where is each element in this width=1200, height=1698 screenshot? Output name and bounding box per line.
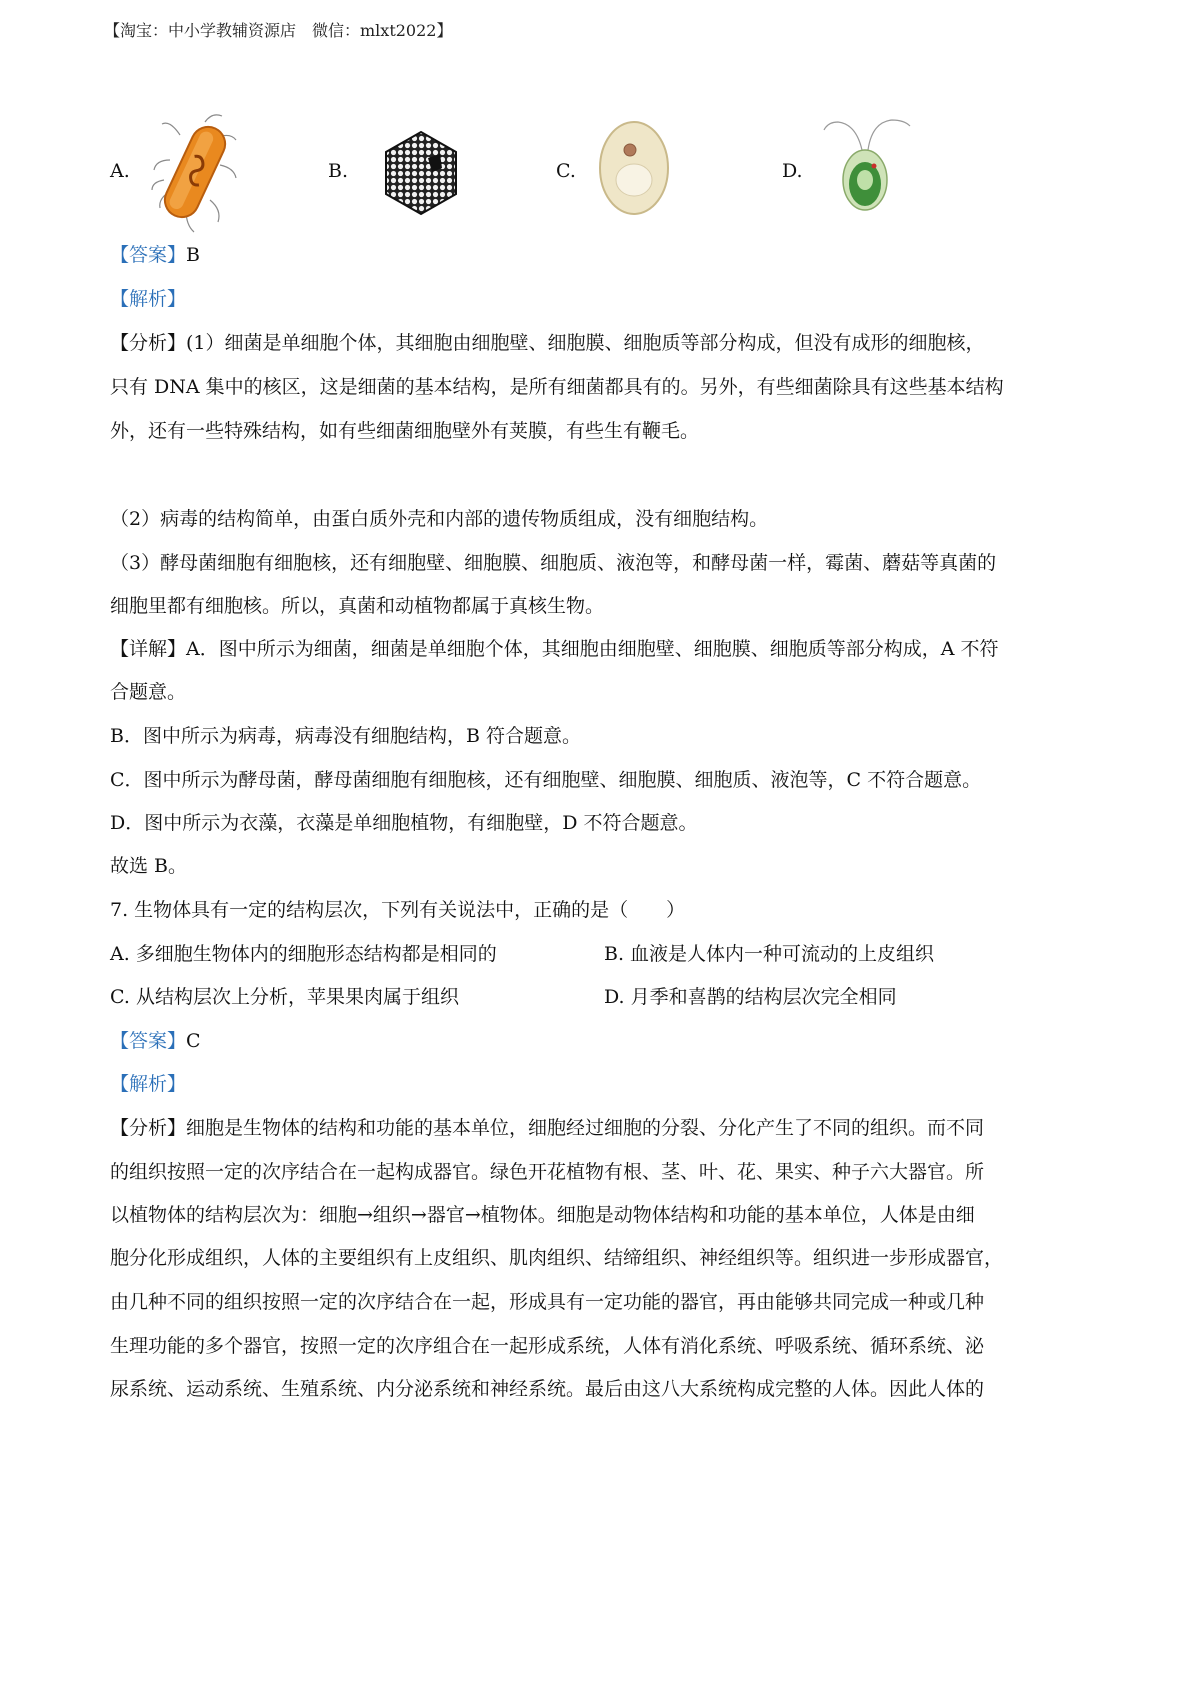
yeast-cell-icon — [594, 118, 674, 218]
q7-text-line: 生理功能的多个器官，按照一定的次序组合在一起形成系统，人体有消化系统、呼吸系统、循环系统、泌 — [110, 1335, 985, 1357]
q7-text-line: 由几种不同的组织按照一定的次序结合在一起，形成具有一定功能的器官，再由能够共同完成一种或几种 — [110, 1291, 985, 1313]
q6-option-d — [782, 108, 942, 238]
q6-text-line: 【详解】A．图中所示为细菌，细菌是单细胞个体，其细胞由细胞壁、细胞膜、细胞质等部分构成，A 不符 — [110, 638, 999, 660]
q6-text-line: C．图中所示为酵母菌，酵母菌细胞有细胞核，还有细胞壁、细胞膜、细胞质、液泡等，C 不符合题意。 — [110, 769, 982, 791]
q7-analysis-tag: 【解析】 — [110, 1073, 187, 1095]
q6-text-line: 合题意。 — [110, 681, 187, 703]
page-header-watermark: 【淘宝：中小学教辅资源店 微信：mlxt2022】 — [104, 21, 453, 40]
q6-text-line: D．图中所示为衣藻，衣藻是单细胞植物，有细胞壁，D 不符合题意。 — [110, 812, 698, 834]
virus-icon — [376, 128, 466, 218]
answer-value: B — [186, 244, 200, 266]
q7-choice-a: A. 多细胞生物体内的细胞形态结构都是相同的 — [110, 943, 497, 965]
answer-tag: 【答案】 — [110, 244, 187, 266]
q7-stem: 7. 生物体具有一定的结构层次，下列有关说法中，正确的是（ ） — [110, 899, 686, 921]
q7-text-line: 的组织按照一定的次序结合在一起构成器官。绿色开花植物有根、茎、叶、花、果实、种子六大器官。所 — [110, 1161, 985, 1183]
q6-text-line: 只有 DNA 集中的核区，这是细菌的基本结构，是所有细菌都具有的。另外，有些细菌除具有这些基本结构 — [110, 376, 1004, 398]
q7-choice-b: B. 血液是人体内一种可流动的上皮组织 — [604, 943, 935, 965]
q6-option-a — [110, 108, 250, 238]
q6-option-b — [328, 108, 468, 238]
bacterium-icon — [150, 110, 240, 235]
q6-options-row — [0, 108, 1200, 238]
q6-text-line: （3）酵母菌细胞有细胞核，还有细胞壁、细胞膜、细胞质、液泡等，和酵母菌一样，霉菌、蘑菇等真菌的 — [110, 552, 997, 574]
q7-answer — [110, 1026, 201, 1053]
q7-text-line: 【分析】细胞是生物体的结构和功能的基本单位，细胞经过细胞的分裂、分化产生了不同的组织。而不同 — [110, 1117, 985, 1139]
chlamydomonas-icon — [816, 110, 916, 220]
q6-analysis-tag: 【解析】 — [110, 288, 187, 310]
answer-value: C — [186, 1030, 201, 1052]
answer-tag: 【答案】 — [110, 1030, 187, 1052]
q6-text-line: 故选 B。 — [110, 855, 188, 877]
q7-choice-c: C. 从结构层次上分析，苹果果肉属于组织 — [110, 986, 459, 1008]
q7-text-line: 尿系统、运动系统、生殖系统、内分泌系统和神经系统。最后由这八大系统构成完整的人体。因此人体的 — [110, 1378, 985, 1400]
q7-text-line: 以植物体的结构层次为：细胞→组织→器官→植物体。细胞是动物体结构和功能的基本单位，人体是由细 — [110, 1204, 975, 1226]
option-label: A. — [110, 160, 130, 182]
q6-answer — [110, 240, 200, 267]
q7-text-line: 胞分化形成组织，人体的主要组织有上皮组织、肌肉组织、结缔组织、神经组织等。组织进一步形成器官， — [110, 1247, 1004, 1269]
q6-text-line: 外，还有一些特殊结构，如有些细菌细胞壁外有荚膜，有些生有鞭毛。 — [110, 420, 700, 442]
q6-text-line: （2）病毒的结构简单，由蛋白质外壳和内部的遗传物质组成，没有细胞结构。 — [110, 508, 769, 530]
q6-text-line: 【分析】(1）细菌是单细胞个体，其细胞由细胞壁、细胞膜、细胞质等部分构成，但没有成形的细胞核， — [110, 332, 985, 354]
option-label: C. — [556, 160, 576, 182]
q6-option-c — [556, 108, 696, 238]
option-label: D. — [782, 160, 803, 182]
q6-text-line: 细胞里都有细胞核。所以，真菌和动植物都属于真核生物。 — [110, 595, 605, 617]
q7-choice-d: D. 月季和喜鹊的结构层次完全相同 — [604, 986, 897, 1008]
q6-text-line: B．图中所示为病毒，病毒没有细胞结构，B 符合题意。 — [110, 725, 581, 747]
option-label: B. — [328, 160, 349, 182]
